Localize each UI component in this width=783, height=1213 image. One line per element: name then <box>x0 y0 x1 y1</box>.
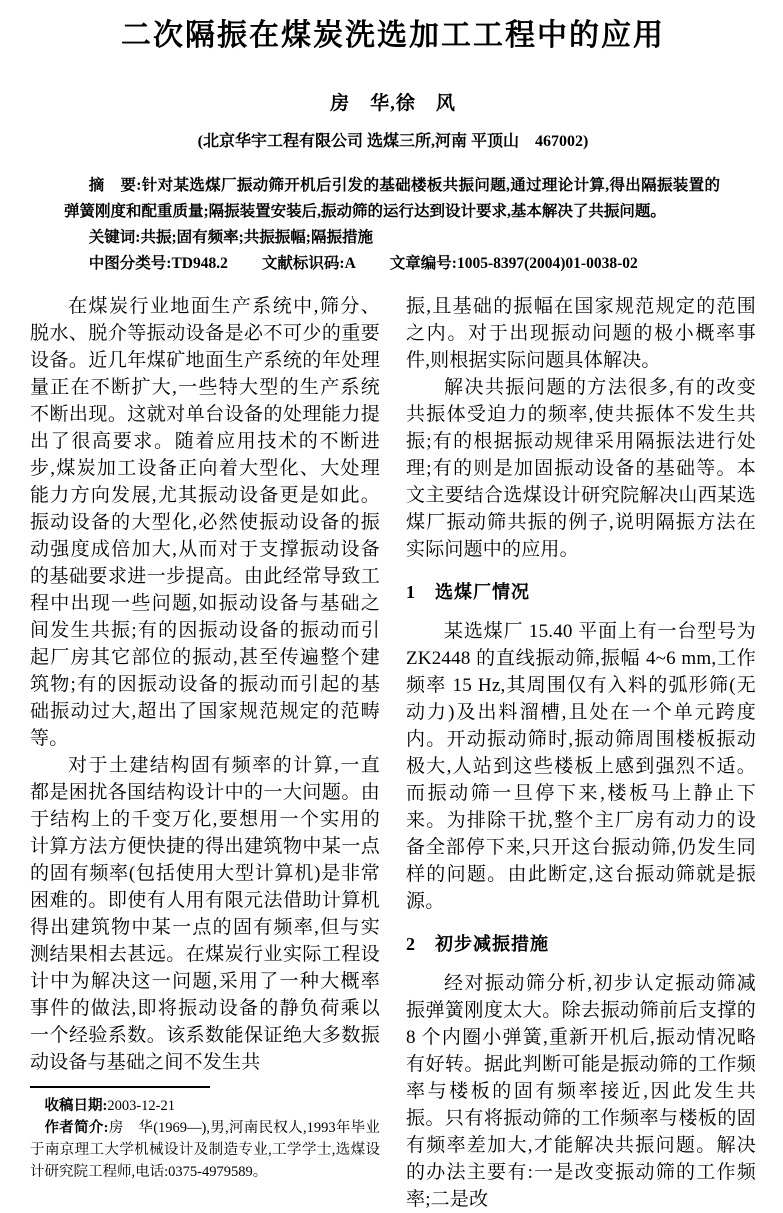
footnote-block <box>30 1086 380 1183</box>
abstract-text: 针对某选煤厂振动筛开机后引发的基础楼板共振问题,通过理论计算,得出隔振装置的弹簧刚度和配重质量;隔振装置安装后,振动筛的运行达到设计要求,基本解决了共振问题。 <box>64 177 720 220</box>
abstract-paragraph <box>64 173 720 225</box>
abstract-label: 摘 要: <box>88 177 142 194</box>
section-2-paragraph: 经对振动筛分析,初步认定振动筛减振弹簧刚度太大。除去振动筛前后支撑的 8 个内圈小弹簧,重新开机后,振动情况略有好转。据此判断可能是振动筛的工作频率与楼板的固有频率接近,因此发生共振。只有将振动筛的工作频率与楼板的固有频率差加大,才能解决共振问题。解决的办法主要有:一是改变振动筛的工作频率;二是改 <box>406 973 756 1210</box>
author-bio: 作者简介:房 华(1969—),男,河南民权人,1993年毕业于南京理工大学机械设计及制造专业,工学学士,选煤设计研究院工程师,电话:0375-4979589。 <box>30 1120 380 1180</box>
keywords-text: 共振;固有频率;共振振幅;隔振措施 <box>140 229 373 246</box>
keywords-label: 关键词: <box>88 229 141 246</box>
author-names: 房 华,徐 风 <box>330 93 456 114</box>
paper-title: 二次隔振在煤炭洗选加工工程中的应用 <box>121 19 665 52</box>
footnote-divider <box>30 1086 210 1088</box>
received-date: 收稿日期:2003-12-21 <box>44 1098 176 1114</box>
section-2-heading: 2 初步减振措施 <box>406 934 549 954</box>
document-code: 文献标识码:A <box>261 255 356 272</box>
section-1-heading: 1 选煤厂情况 <box>406 582 530 602</box>
keywords-paragraph <box>64 225 720 251</box>
author-affiliation: (北京华宇工程有限公司 选煤三所,河南 平顶山 467002) <box>197 133 589 150</box>
body-columns <box>30 293 756 1213</box>
continuation-paragraph: 振,且基础的振幅在国家规范规定的范围之内。对于出现振动问题的极小概率事件,则根据实际问题具体解决。 <box>406 296 756 371</box>
right-column <box>406 293 756 1213</box>
classification-row <box>64 251 720 277</box>
methods-paragraph: 解决共振问题的方法很多,有的改变共振体受迫力的频率,使共振体不发生共振;有的根据振动规律采用隔振法进行处理;有的则是加固振动设备的基础等。本文主要结合选煤设计研究院解决山西某选煤厂振动筛共振的例子,说明隔振方法在实际问题中的应用。 <box>406 377 756 560</box>
left-column <box>30 293 380 1213</box>
intro-paragraph-2: 对于土建结构固有频率的计算,一直都是困扰各国结构设计中的一大问题。由于结构上的千变万化,要想用一个实用的计算方法方便快捷的得出建筑物中某一点的固有频率(包括使用大型计算机)是非常困难的。即使有人用有限元法借助计算机得出建筑物中某一点的固有频率,但与实测结果相去甚远。在煤炭行业实际工程设计中为解决这一问题,采用了一种大概率事件的做法,即将振动设备的静负荷乘以一个经验系数。该系数能保证绝大多数振动设备与基础之间不发生共 <box>30 755 380 1073</box>
abstract-block <box>64 173 720 277</box>
clc-number: 中图分类号:TD948.2 <box>88 255 228 272</box>
section-1-paragraph: 某选煤厂 15.40 平面上有一台型号为 ZK2448 的直线振动筛,振幅 4~6 mm,工作频率 15 Hz,其周围仅有入料的弧形筛(无动力)及出料溜槽,且处在一个单元跨度内。开动振动筛时,振动筛周围楼板振动极大,人站到这些楼板上感到强烈不适。而振动筛一旦停下来,楼板马上静止下来。为排除干扰,整个主厂房有动力的设备全部停下来,只开这台振动筛,仍发生同样的问题。由此断定,这台振动筛就是振源。 <box>406 621 756 912</box>
intro-paragraph-1: 在煤炭行业地面生产系统中,筛分、脱水、脱介等振动设备是必不可少的重要设备。近几年煤矿地面生产系统的年处理量正在不断扩大,一些特大型的生产系统不断出现。这就对单台设备的处理能力提出了很高要求。随着应用技术的不断进步,煤炭加工设备正向着大型化、大处理能力方向发展,尤其振动设备更是如此。振动设备的大型化,必然使振动设备的振动强度成倍加大,从而对于支撑振动设备的基础要求进一步提高。由此经常导致工程中出现一些问题,如振动设备与基础之间发生共振;有的因振动设备的振动而引起厂房其它部位的振动,甚至传遍整个建筑物;有的因振动设备的振动而引起的基础振动过大,超出了国家规范规定的范畴等。 <box>30 296 380 749</box>
article-id: 文章编号:1005-8397(2004)01-0038-02 <box>389 255 638 272</box>
